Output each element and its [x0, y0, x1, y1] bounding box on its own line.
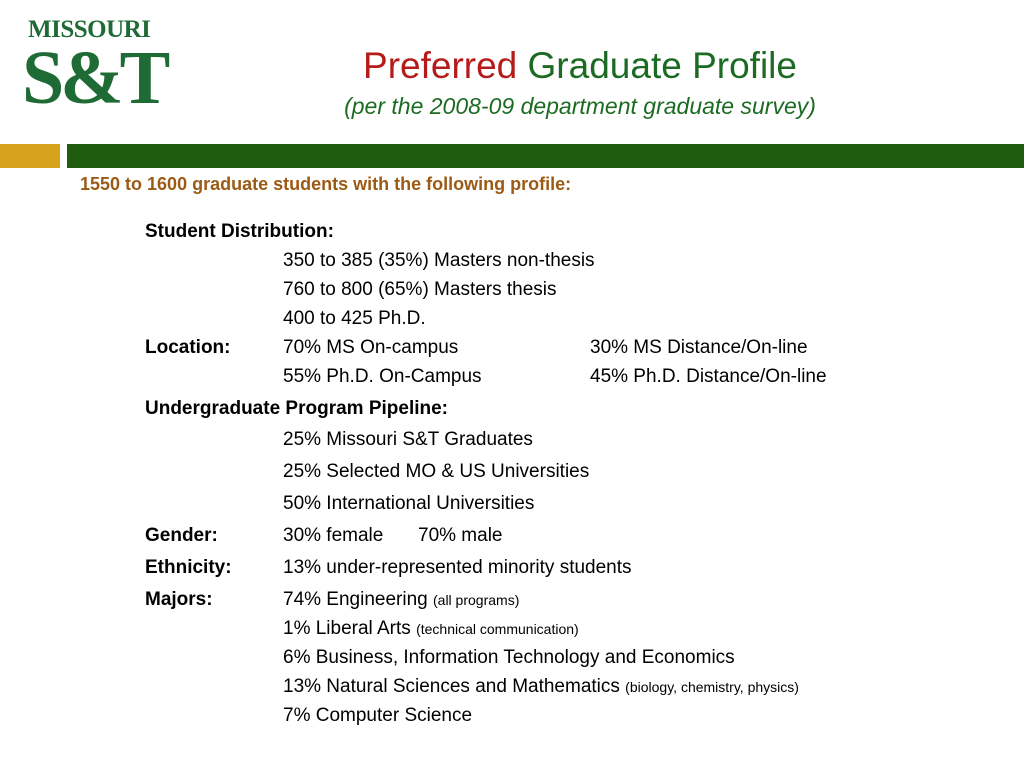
major-text: 6% Business, Information Technology and Economics [283, 647, 735, 668]
gender-female: 30% female [283, 525, 384, 546]
major-item [283, 589, 519, 611]
pipeline-item: 50% International Universities [283, 493, 535, 514]
label-majors: Majors: [145, 589, 213, 610]
distribution-item: 400 to 425 Ph.D. [283, 308, 426, 329]
logo-missouri-text: MISSOURI [28, 16, 151, 43]
distribution-item: 350 to 385 (35%) Masters non-thesis [283, 250, 595, 271]
major-text: 74% Engineering [283, 589, 428, 610]
major-item [283, 618, 579, 640]
gold-divider-bar [0, 144, 60, 168]
label-pipeline: Undergraduate Program Pipeline: [145, 398, 449, 419]
ethnicity-value: 13% under-represented minority students [283, 557, 632, 578]
location-phd-left: 55% Ph.D. On-Campus [283, 366, 482, 387]
distribution-item: 760 to 800 (65%) Masters thesis [283, 279, 557, 300]
label-ethnicity: Ethnicity: [145, 557, 232, 578]
label-student-distribution: Student Distribution: [145, 221, 334, 242]
major-note: (all programs) [433, 592, 520, 608]
label-gender: Gender: [145, 525, 218, 546]
major-note: (biology, chemistry, physics) [625, 679, 799, 695]
slide-title [200, 44, 960, 88]
location-phd-right: 45% Ph.D. Distance/On-line [590, 366, 827, 387]
lead-statement: 1550 to 1600 graduate students with the following profile: [80, 174, 572, 194]
slide-subtitle: (per the 2008-09 department graduate survey) [344, 93, 816, 119]
major-text: 1% Liberal Arts [283, 618, 411, 639]
gender-male: 70% male [418, 525, 503, 546]
location-ms-right: 30% MS Distance/On-line [590, 337, 808, 358]
pipeline-item: 25% Missouri S&T Graduates [283, 429, 533, 450]
major-text: 7% Computer Science [283, 705, 473, 726]
major-item [283, 676, 799, 698]
label-location: Location: [145, 337, 231, 358]
location-ms-left: 70% MS On-campus [283, 337, 459, 358]
major-text: 13% Natural Sciences and Mathematics [283, 676, 620, 697]
pipeline-item: 25% Selected MO & US Universities [283, 461, 590, 482]
major-item [283, 705, 472, 727]
major-item [283, 647, 735, 669]
major-note: (technical communication) [416, 621, 579, 637]
title-graduate-profile: Graduate Profile [527, 45, 797, 86]
title-preferred: Preferred [363, 45, 518, 86]
green-divider-bar [67, 144, 1024, 168]
missouri-st-logo [22, 16, 167, 126]
logo-st-text: S&T [22, 36, 167, 120]
